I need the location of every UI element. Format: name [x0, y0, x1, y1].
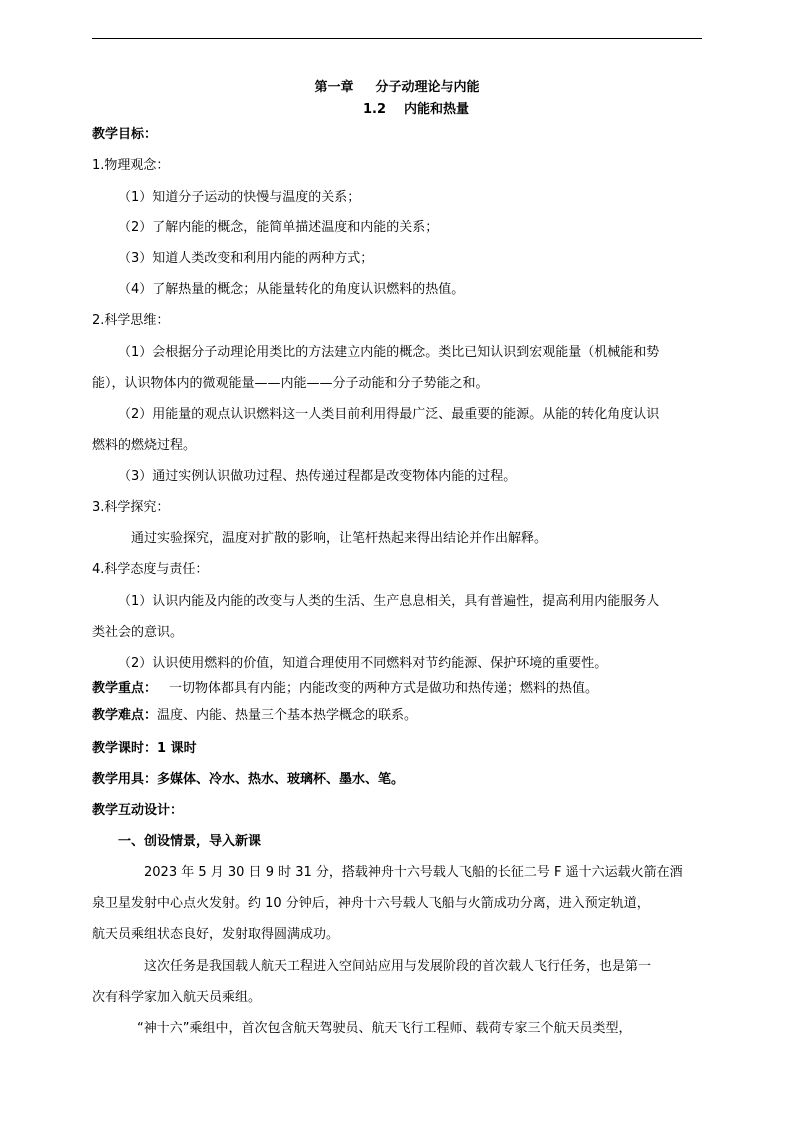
hours-label: 教学课时： — [92, 741, 158, 756]
goals-heading: 教学目标： — [92, 127, 158, 142]
goal-2-paragraph-3: （3）通过实例认识做功过程、热传递过程都是改变物体内能的过程。 — [118, 469, 517, 484]
goal-1-item: （4）了解热量的概念；从能量转化的角度认识燃料的热值。 — [118, 282, 465, 297]
body-paragraph-1-line-2: 泉卫星发射中心点火发射。约 10 分钟后，神舟十六号载人飞船与火箭成功分离，进入预定轨道， — [92, 896, 650, 911]
chapter-heading — [0, 79, 794, 97]
key-points-text: 一切物体都具有内能；内能改变的两种方式是做功和热传递；燃料的热值。 — [169, 681, 599, 696]
key-points-row — [92, 680, 598, 698]
hours-text: 1 课时 — [157, 741, 197, 756]
body-paragraph-2-line-1: 这次任务是我国载人航天工程进入空间站应用与发展阶段的首次载人飞行任务，也是第一 — [144, 959, 652, 974]
tools-text: 多媒体、冷水、热水、玻璃杯、墨水、笔。 — [157, 772, 405, 787]
section-number: 1.2 — [362, 102, 386, 117]
goal-4-title: 4.科学态度与责任： — [92, 562, 209, 577]
goal-1-title: 1.物理观念： — [92, 158, 170, 173]
goal-2-paragraph-1-line-1: （1）会根据分子动理论用类比的方法建立内能的概念。类比已知认识到宏观能量（机械能和势 — [118, 345, 660, 360]
body-paragraph-2-line-2: 次有科学家加入航天员乘组。 — [92, 990, 262, 1005]
body-paragraph-1-line-3: 航天员乘组状态良好，发射取得圆满成功。 — [92, 927, 340, 942]
difficulties-row — [92, 707, 417, 725]
goal-4-paragraph-1-line-1: （1）认识内能及内能的改变与人类的生活、生产息息相关，具有普遍性，提高利用内能服务人 — [118, 594, 660, 609]
chapter-number: 第一章 — [314, 80, 354, 95]
section-1-heading: 一、创设情景，导入新课 — [118, 834, 262, 849]
goal-1-item: （2）了解内能的概念，能简单描述温度和内能的关系； — [118, 220, 439, 235]
goal-4-paragraph-2: （2）认识使用燃料的价值，知道合理使用不同燃料对节约能源、保护环境的重要性。 — [118, 656, 608, 671]
section-heading — [0, 101, 794, 119]
section-title: 内能和热量 — [404, 102, 470, 117]
design-heading: 教学互动设计： — [92, 803, 184, 818]
body-paragraph-1-line-1: 2023 年 5 月 30 日 9 时 31 分，搭载神舟十六号载人飞船的长征二号 F 遥十六运载火箭在酒 — [144, 865, 683, 880]
header-rule — [92, 38, 702, 39]
goal-2-title: 2.科学思维： — [92, 313, 170, 328]
tools-row — [92, 771, 404, 789]
difficulties-label: 教学难点： — [92, 708, 158, 723]
goal-1-item: （1）知道分子运动的快慢与温度的关系； — [118, 190, 361, 205]
difficulties-text: 温度、内能、热量三个基本热学概念的联系。 — [157, 708, 418, 723]
goal-4-paragraph-1-line-2: 类社会的意识。 — [92, 625, 184, 640]
tools-label: 教学用具： — [92, 772, 158, 787]
goal-2-paragraph-1-line-2: 能），认识物体内的微观能量——内能——分子动能和分子势能之和。 — [92, 376, 489, 391]
goal-2-paragraph-2-line-2: 燃料的燃烧过程。 — [92, 438, 197, 453]
hours-row — [92, 740, 197, 758]
goal-1-item: （3）知道人类改变和利用内能的两种方式； — [118, 251, 374, 266]
body-paragraph-3-line-1: “神十六”乘组中，首次包含航天驾驶员、航天飞行工程师、载荷专家三个航天员类型， — [137, 1021, 632, 1036]
chapter-title: 分子动理论与内能 — [375, 80, 480, 95]
goal-3-title: 3.科学探究： — [92, 500, 170, 515]
key-points-label: 教学重点： — [92, 681, 158, 696]
goal-2-paragraph-2-line-1: （2）用能量的观点认识燃料这一人类目前利用得最广泛、最重要的能源。从能的转化角度认识 — [118, 407, 660, 422]
goal-3-paragraph: 通过实验探究，温度对扩散的影响，让笔杆热起来得出结论并作出解释。 — [131, 531, 548, 546]
